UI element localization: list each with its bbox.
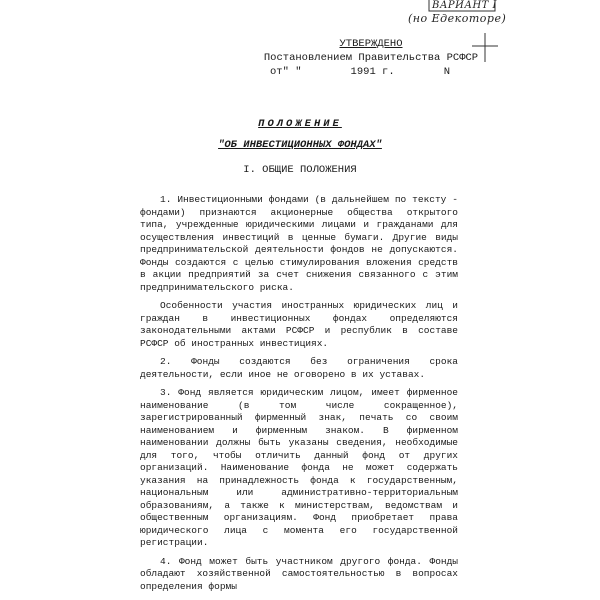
approval-heading: УТВЕРЖДЕНО: [339, 38, 403, 50]
approval-block: [256, 37, 486, 79]
approval-date-row: [256, 65, 486, 79]
approval-authority: Постановлением Правительства РСФСР: [263, 52, 479, 64]
document-subtitle: "ОБ ИНВЕСТИЦИОННЫХ ФОНДАХ": [218, 139, 382, 151]
paragraph: 3. Фонд является юридическим лицом, имеет фирменное наименование (в том числе сокращенное), зарегистрированный фирменный знак, печать со своим наименованием и фирменным знаком. В фирменном наименовании должны быть указаны сведения, необходимые для того, чтобы отличить данный фонд от других организаций. Наименование фонда не может содержать указания на принадлежность фонда к государственным, национальным или административно-территориальным образованиям, а также к министерствам, ведомствам и общественным организациям. Фонд приобретает права юридического лица с момента его государственной регистрации.: [140, 387, 458, 548]
paragraph: 2. Фонды создаются без ограничения срока деятельности, если иное не оговорено в их уставах.: [140, 356, 458, 380]
handwritten-annotation: (но Едекоторе): [408, 12, 507, 25]
approval-year: 1991 г.: [350, 66, 395, 78]
paragraph: 1. Инвестиционными фондами (в дальнейшем по тексту - фондами) признаются акционерные общества открытого типа, учрежденные юридическими лицами и гражданами для осуществления инвестиций в ценные бумаги. Другие виды предпринимательской деятельности фондов не допускаются. Фонды создаются с целью стимулирования вложения средств в акции предприятий за счет снижения связанного с этим предпринимательского риска.: [140, 194, 458, 293]
handwritten-variant-note: ВАРИАНТ I: [432, 0, 497, 11]
document-title: ПОЛОЖЕНИЕ: [258, 118, 342, 130]
section-heading: I. ОБЩИЕ ПОЛОЖЕНИЯ: [243, 164, 357, 176]
body-text: [140, 194, 458, 599]
paragraph: Особенности участия иностранных юридических лиц и граждан в инвестиционных фондах определяются законодательными актами РСФСР и республик в составе РСФСР об иностранных инвестициях.: [140, 300, 458, 349]
approval-number: N: [443, 66, 450, 78]
variant-box: [429, 0, 495, 11]
paragraph: 4. Фонд может быть участником другого фонда. Фонды обладают хозяйственной самостоятельностью в вопросах определения формы: [140, 555, 458, 592]
approval-from: от" ": [270, 66, 302, 78]
